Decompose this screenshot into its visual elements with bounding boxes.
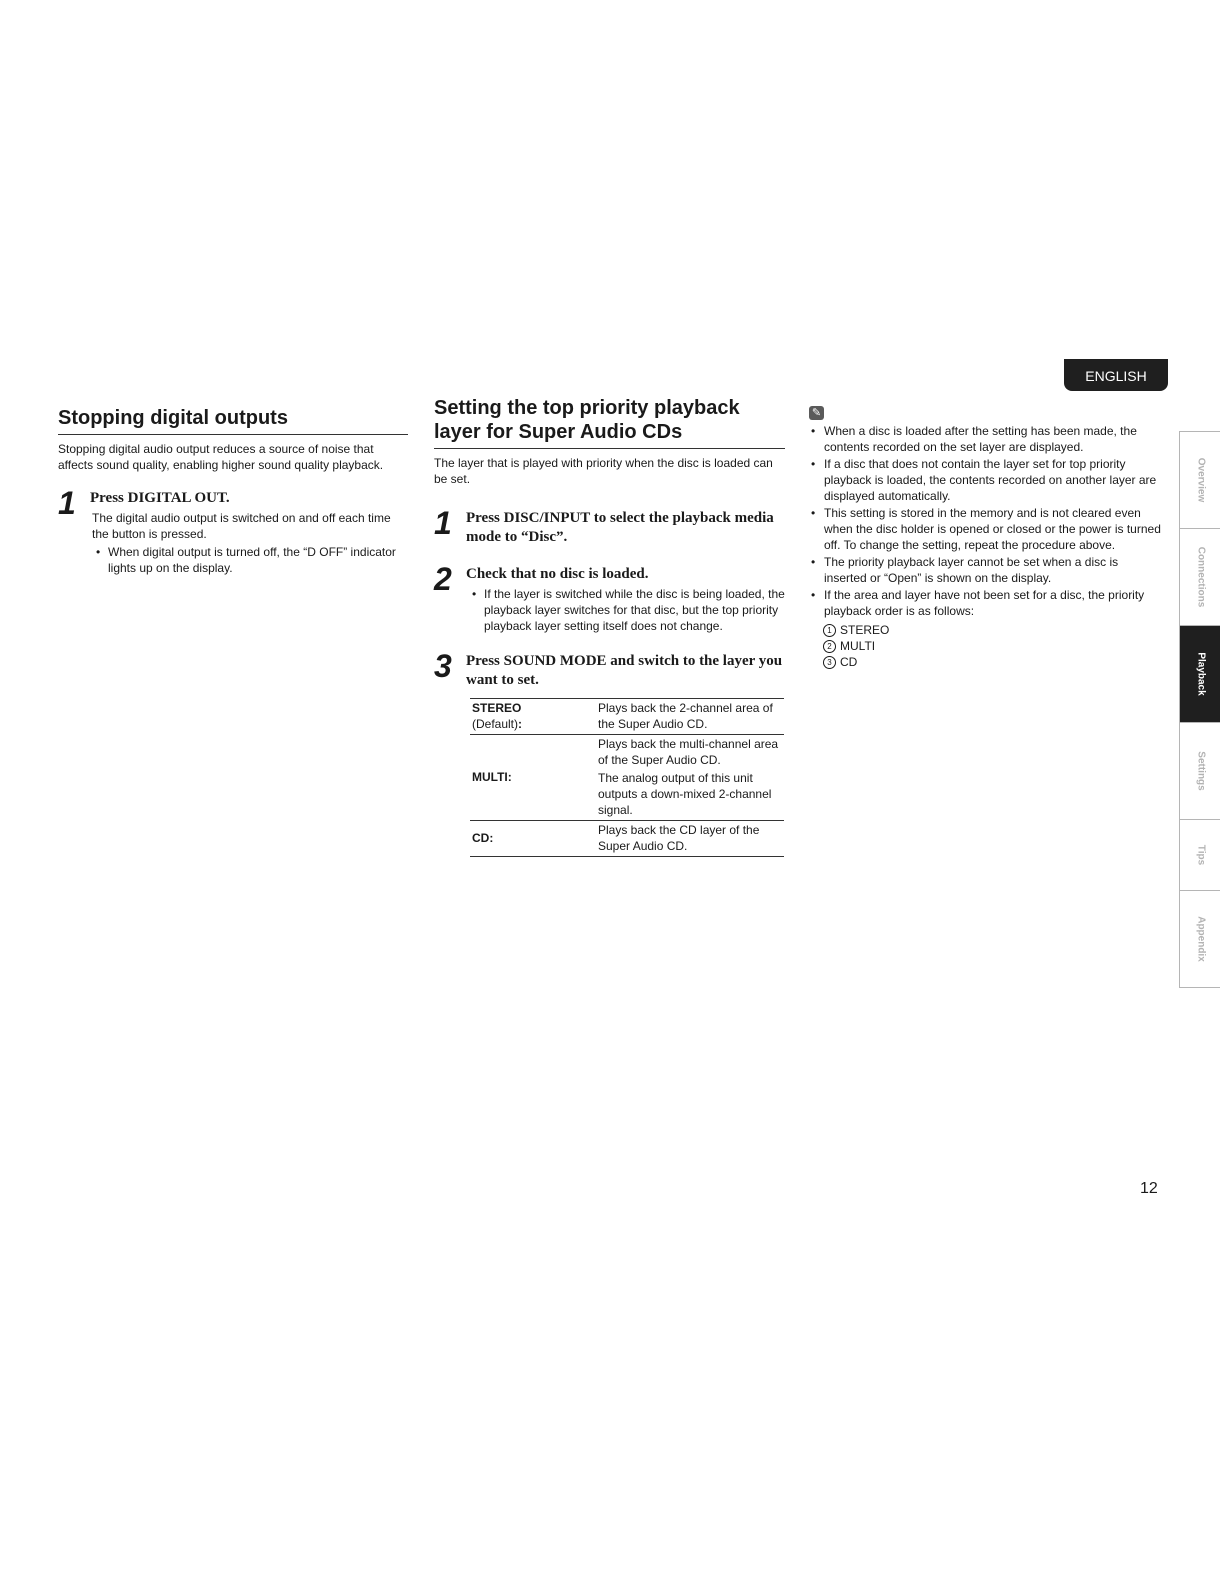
step-number: 3: [434, 648, 452, 684]
section-priority-playback-layer: [434, 396, 785, 857]
table-row: [470, 699, 784, 735]
tab-overview[interactable]: Overview: [1180, 431, 1220, 529]
step-title: Check that no disc is loaded.: [466, 566, 649, 582]
mode-desc-cell: Plays back the 2-channel area of the Super Audio CD.: [596, 699, 784, 735]
order-item: 3 CD: [823, 654, 1161, 670]
notes-section: [809, 406, 1161, 670]
section-title: Stopping digital outputs: [58, 406, 408, 435]
step-title: Press DIGITAL OUT.: [90, 490, 230, 506]
note-item: • When a disc is loaded after the setting has been made, the contents recorded on the set layer are displayed.: [809, 423, 1161, 455]
bullet-item: • If the layer is switched while the disc is being loaded, the playback layer switches for that disc, but the top priority playback layer setting itself does not change.: [468, 586, 785, 634]
section-title: Setting the top priority playback layer for Super Audio CDs: [434, 396, 785, 449]
tab-tips[interactable]: Tips: [1180, 820, 1220, 891]
circled-number: 1: [823, 624, 836, 637]
tab-connections[interactable]: Connections: [1180, 529, 1220, 626]
step-1: [434, 505, 785, 547]
step-text: The digital audio output is switched on and off each time the button is pressed.: [92, 511, 391, 541]
step-number: 1: [434, 505, 452, 541]
step-3: [434, 648, 785, 690]
pencil-note-icon: ✎: [809, 406, 824, 420]
page-number: 12: [1140, 1180, 1158, 1197]
note-item: • The priority playback layer cannot be set when a disc is inserted or “Open” is shown on the display.: [809, 554, 1161, 586]
tab-appendix[interactable]: Appendix: [1180, 891, 1220, 988]
language-badge: ENGLISH: [1064, 359, 1168, 391]
section-intro: The layer that is played with priority when the disc is loaded can be set.: [434, 456, 773, 486]
order-item: 2 MULTI: [823, 638, 1161, 654]
tab-settings[interactable]: Settings: [1180, 723, 1220, 820]
table-row: [470, 821, 784, 857]
step-number: 1: [58, 485, 76, 521]
step-2: [434, 561, 785, 634]
step-title: Press SOUND MODE and switch to the layer you want to set.: [466, 653, 783, 688]
mode-table: [470, 698, 784, 857]
mode-name-cell: MULTI:: [470, 735, 596, 821]
note-item: • This setting is stored in the memory and is not cleared even when the disc holder is opened or closed or the power is turned off. To change the setting, repeat the procedure above.: [809, 505, 1161, 553]
section-intro: Stopping digital audio output reduces a source of noise that affects sound quality, enabling higher sound quality playback.: [58, 442, 384, 472]
order-item: 1 STEREO: [823, 622, 1161, 638]
tab-playback[interactable]: Playback: [1180, 626, 1220, 723]
side-tab-nav: [1179, 431, 1220, 988]
table-row: [470, 735, 784, 821]
step-number: 2: [434, 561, 452, 597]
step-title: Press DISC/INPUT to select the playback media mode to “Disc”.: [466, 510, 774, 545]
circled-number: 3: [823, 656, 836, 669]
mode-desc-cell: Plays back the CD layer of the Super Audio CD.: [596, 821, 784, 857]
mode-name-cell: CD:: [470, 821, 596, 857]
priority-order-list: [823, 622, 1161, 670]
note-item: • If the area and layer have not been set for a disc, the priority playback order is as follows:: [809, 587, 1161, 619]
section-stopping-digital-outputs: [58, 406, 408, 578]
step-1: [58, 485, 408, 576]
bullet-item: • When digital output is turned off, the “D OFF” indicator lights up on the display.: [92, 544, 408, 576]
mode-name-cell: STEREO (Default):: [470, 699, 596, 735]
note-item: • If a disc that does not contain the layer set for top priority playback is loaded, the contents recorded on another layer are displayed automatically.: [809, 456, 1161, 504]
mode-desc-cell: Plays back the multi-channel area of the Super Audio CD. The analog output of this unit outputs a down-mixed 2-channel signal.: [596, 735, 784, 821]
circled-number: 2: [823, 640, 836, 653]
